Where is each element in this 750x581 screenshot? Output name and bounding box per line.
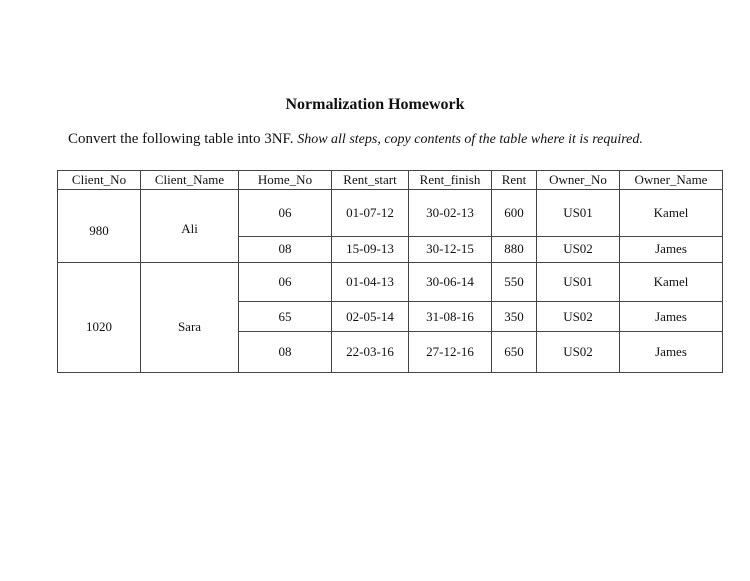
instructions-italic-text: Show all steps, copy contents of the table where it is required. [297, 132, 643, 147]
rent-cell: 650 [492, 332, 537, 373]
owner-no-cell: US02 [537, 302, 620, 332]
header-rent: Rent [492, 171, 537, 190]
rent-start-cell: 15-09-13 [332, 236, 409, 262]
rent-cell: 880 [492, 236, 537, 262]
table-row [58, 190, 723, 237]
rent-finish-cell: 27-12-16 [409, 332, 492, 373]
rent-finish-cell: 30-02-13 [409, 190, 492, 237]
owner-name-cell: James [620, 236, 723, 262]
header-home-no: Home_No [239, 171, 332, 190]
client-name-cell: Sara [141, 263, 239, 373]
client-name-cell: Ali [141, 190, 239, 263]
owner-no-cell: US01 [537, 190, 620, 237]
rent-cell: 350 [492, 302, 537, 332]
client-no-cell: 980 [58, 190, 141, 263]
rent-start-cell: 02-05-14 [332, 302, 409, 332]
page-title: Normalization Homework [285, 96, 465, 113]
owner-no-cell: US02 [537, 332, 620, 373]
instructions-text: Convert the following table into 3NF. [68, 131, 298, 147]
home-no-cell: 06 [239, 190, 332, 237]
rent-start-cell: 22-03-16 [332, 332, 409, 373]
table-header-row [58, 171, 723, 190]
header-client-no: Client_No [58, 171, 141, 190]
header-client-name: Client_Name [141, 171, 239, 190]
owner-name-cell: Kamel [620, 263, 723, 302]
table-row [58, 263, 723, 302]
rent-cell: 600 [492, 190, 537, 237]
owner-name-cell: James [620, 302, 723, 332]
owner-no-cell: US01 [537, 263, 620, 302]
home-no-cell: 65 [239, 302, 332, 332]
home-no-cell: 08 [239, 236, 332, 262]
header-owner-name: Owner_Name [620, 171, 723, 190]
home-no-cell: 08 [239, 332, 332, 373]
rent-finish-cell: 30-06-14 [409, 263, 492, 302]
instructions [68, 131, 643, 148]
rent-finish-cell: 30-12-15 [409, 236, 492, 262]
owner-name-cell: James [620, 332, 723, 373]
rent-start-cell: 01-07-12 [332, 190, 409, 237]
home-no-cell: 06 [239, 263, 332, 302]
rent-start-cell: 01-04-13 [332, 263, 409, 302]
owner-no-cell: US02 [537, 236, 620, 262]
owner-name-cell: Kamel [620, 190, 723, 237]
header-rent-finish: Rent_finish [409, 171, 492, 190]
rent-cell: 550 [492, 263, 537, 302]
header-owner-no: Owner_No [537, 171, 620, 190]
rental-table [57, 170, 723, 373]
header-rent-start: Rent_start [332, 171, 409, 190]
client-no-cell: 1020 [58, 263, 141, 373]
rent-finish-cell: 31-08-16 [409, 302, 492, 332]
